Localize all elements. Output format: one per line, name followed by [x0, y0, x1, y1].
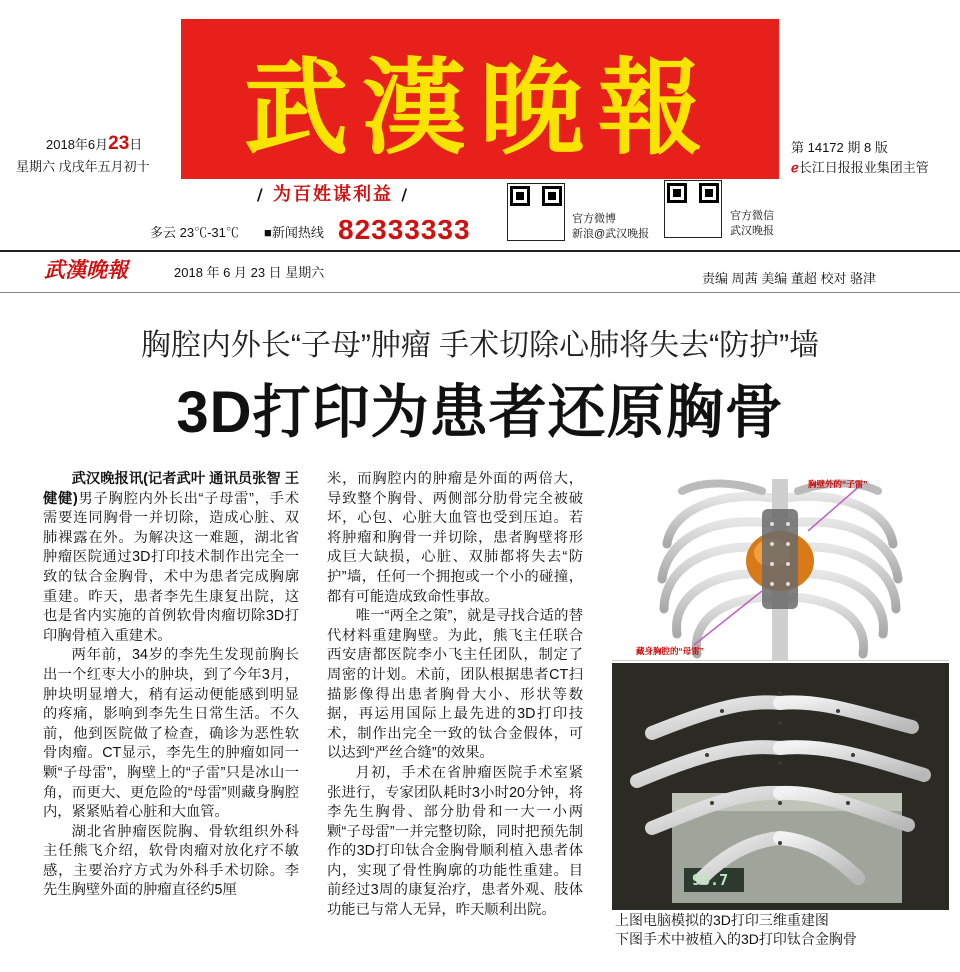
header-rule — [0, 250, 960, 252]
page-header-logo: 武漢晚報 — [44, 257, 128, 282]
hotline-label: ■新闻热线 — [264, 225, 324, 240]
paragraph: 武汉晚报讯(记者武叶 通讯员张智 王健健)男子胸腔内外长出“子母雷”，手术需要连同胸骨一并切除，造成心脏、双肺裸露在外。为解决这一难题，湖北省肿瘤医院通过3D打印技术制作出完全一致的钛合金胸骨，术中为患者完成胸廓重建。昨天，患者李先生康复出院，这也是省内实施的首例软骨肉瘤切除3D打印胸骨植入重建术。 — [43, 471, 299, 644]
header-rule-thin — [0, 292, 960, 293]
titanium-sternum-photo — [612, 663, 949, 910]
weibo-qr-code — [507, 183, 565, 241]
hotline-number: 82333333 — [338, 214, 471, 245]
ribcage-illustration — [612, 469, 949, 660]
inner-tumor-label: 藏身胸腔的“母雷” — [636, 646, 705, 656]
issue-number: 第 14172 期 8 版 — [791, 140, 888, 155]
paragraph: 米，而胸腔内的肿瘤是外面的两倍大，导致整个胸骨、两侧部分肋骨完全被破坏，心包、心脏大血管也受到压迫。若将肿瘤和胸骨一并切除，患者胸壁将形成巨大缺损，心脏、双肺都将失去“防护”墙，任何一个拥抱或一个小的碰撞，都有可能造成致命性事故。 — [327, 471, 583, 605]
wechat-qr-code — [664, 180, 722, 238]
issue-date: 2018年6月23日 — [46, 133, 143, 154]
article-subtitle: 胸腔内外长“子母”肿瘤 手术切除心肺将失去“防护”墙 — [140, 329, 820, 362]
slogan: / 为百姓谋利益 / — [256, 184, 410, 205]
article-column-2 — [327, 470, 583, 921]
caption-line: 上图电脑模拟的3D打印三维重建图 — [615, 912, 829, 928]
paragraph: 湖北省肿瘤医院胸、骨软组织外科主任熊飞介绍，软骨肉瘤对放化疗不敏感，主要治疗方式为外科手术切除。李先生胸壁外面的肿瘤直径约5厘 — [43, 823, 299, 899]
caption-line: 下图手术中被植入的3D打印钛合金胸骨 — [615, 931, 857, 947]
outer-tumor-label: 胸壁外的“子雷” — [808, 479, 868, 489]
newspaper-logo: 武漢晚報 — [243, 46, 716, 169]
page-header-date: 2018 年 6 月 23 日 星期六 — [174, 265, 325, 280]
ribcage-3d-reconstruction-image — [612, 469, 949, 661]
scale-readout: 98.7 — [692, 871, 729, 889]
article-title: 3D打印为患者还原胸骨 — [176, 380, 784, 445]
weibo-qr-label: 官方微博 新浪@武汉晚报 — [572, 213, 650, 240]
paragraph: 唯一“两全之策”，就是寻找合适的替代材料重建胸壁。为此，熊飞主任联合西安唐都医院李小飞主任团队，制定了周密的计划。术前，团队根据患者CT扫描影像得出患者胸骨大小、形状等数据，再运用国际上最先进的3D打印技术，制作出完全一致的钛合金假体，可以达到“严丝合缝”的效果。 — [327, 608, 583, 762]
paragraph: 月初，手术在省肿瘤医院手术室紧张进行，专家团队耗时3小时20分钟，将李先生胸骨、部分肋骨和一大一小两颗“子母雷”一并完整切除，同时把预先制作的3D打印钛合金胸骨顺利植入患者体内，实现了骨性胸廓的功能性重建。目前经过3周的康复治疗，患者外观、肢体功能已与常人无异，昨天顺利出院。 — [327, 764, 583, 919]
publisher: ℯ长江日报报业集团主管 — [791, 160, 929, 175]
page-editors: 责编 周茜 美编 董超 校对 骆津 — [702, 271, 877, 286]
paragraph: 两年前，34岁的李先生发现前胸长出一个红枣大小的肿块，到了今年3月，肿块明显增大，稍有运动便能感到明显的疼痛，影响到李先生日常生活。不久前，他到医院做了检查，确诊为恶性软骨肉瘤。CT显示，李先生的肿瘤如同一颗“子母雷”，胸壁上的“子雷”只是冰山一角，而更大、更危险的“母雷”则藏身胸腔内，紧紧贴着心脏和大血管。 — [43, 647, 299, 821]
article-column-1 — [43, 470, 299, 901]
titanium-implant-illustration — [612, 663, 949, 910]
figure-caption — [615, 911, 955, 949]
weekday-lunar: 星期六 戊戌年五月初十 — [16, 159, 150, 174]
weather: 多云 23℃-31℃ — [150, 225, 239, 240]
publisher-logo-icon: ℯ — [791, 160, 799, 175]
wechat-qr-label: 官方微信 武汉晚报 — [730, 210, 774, 237]
